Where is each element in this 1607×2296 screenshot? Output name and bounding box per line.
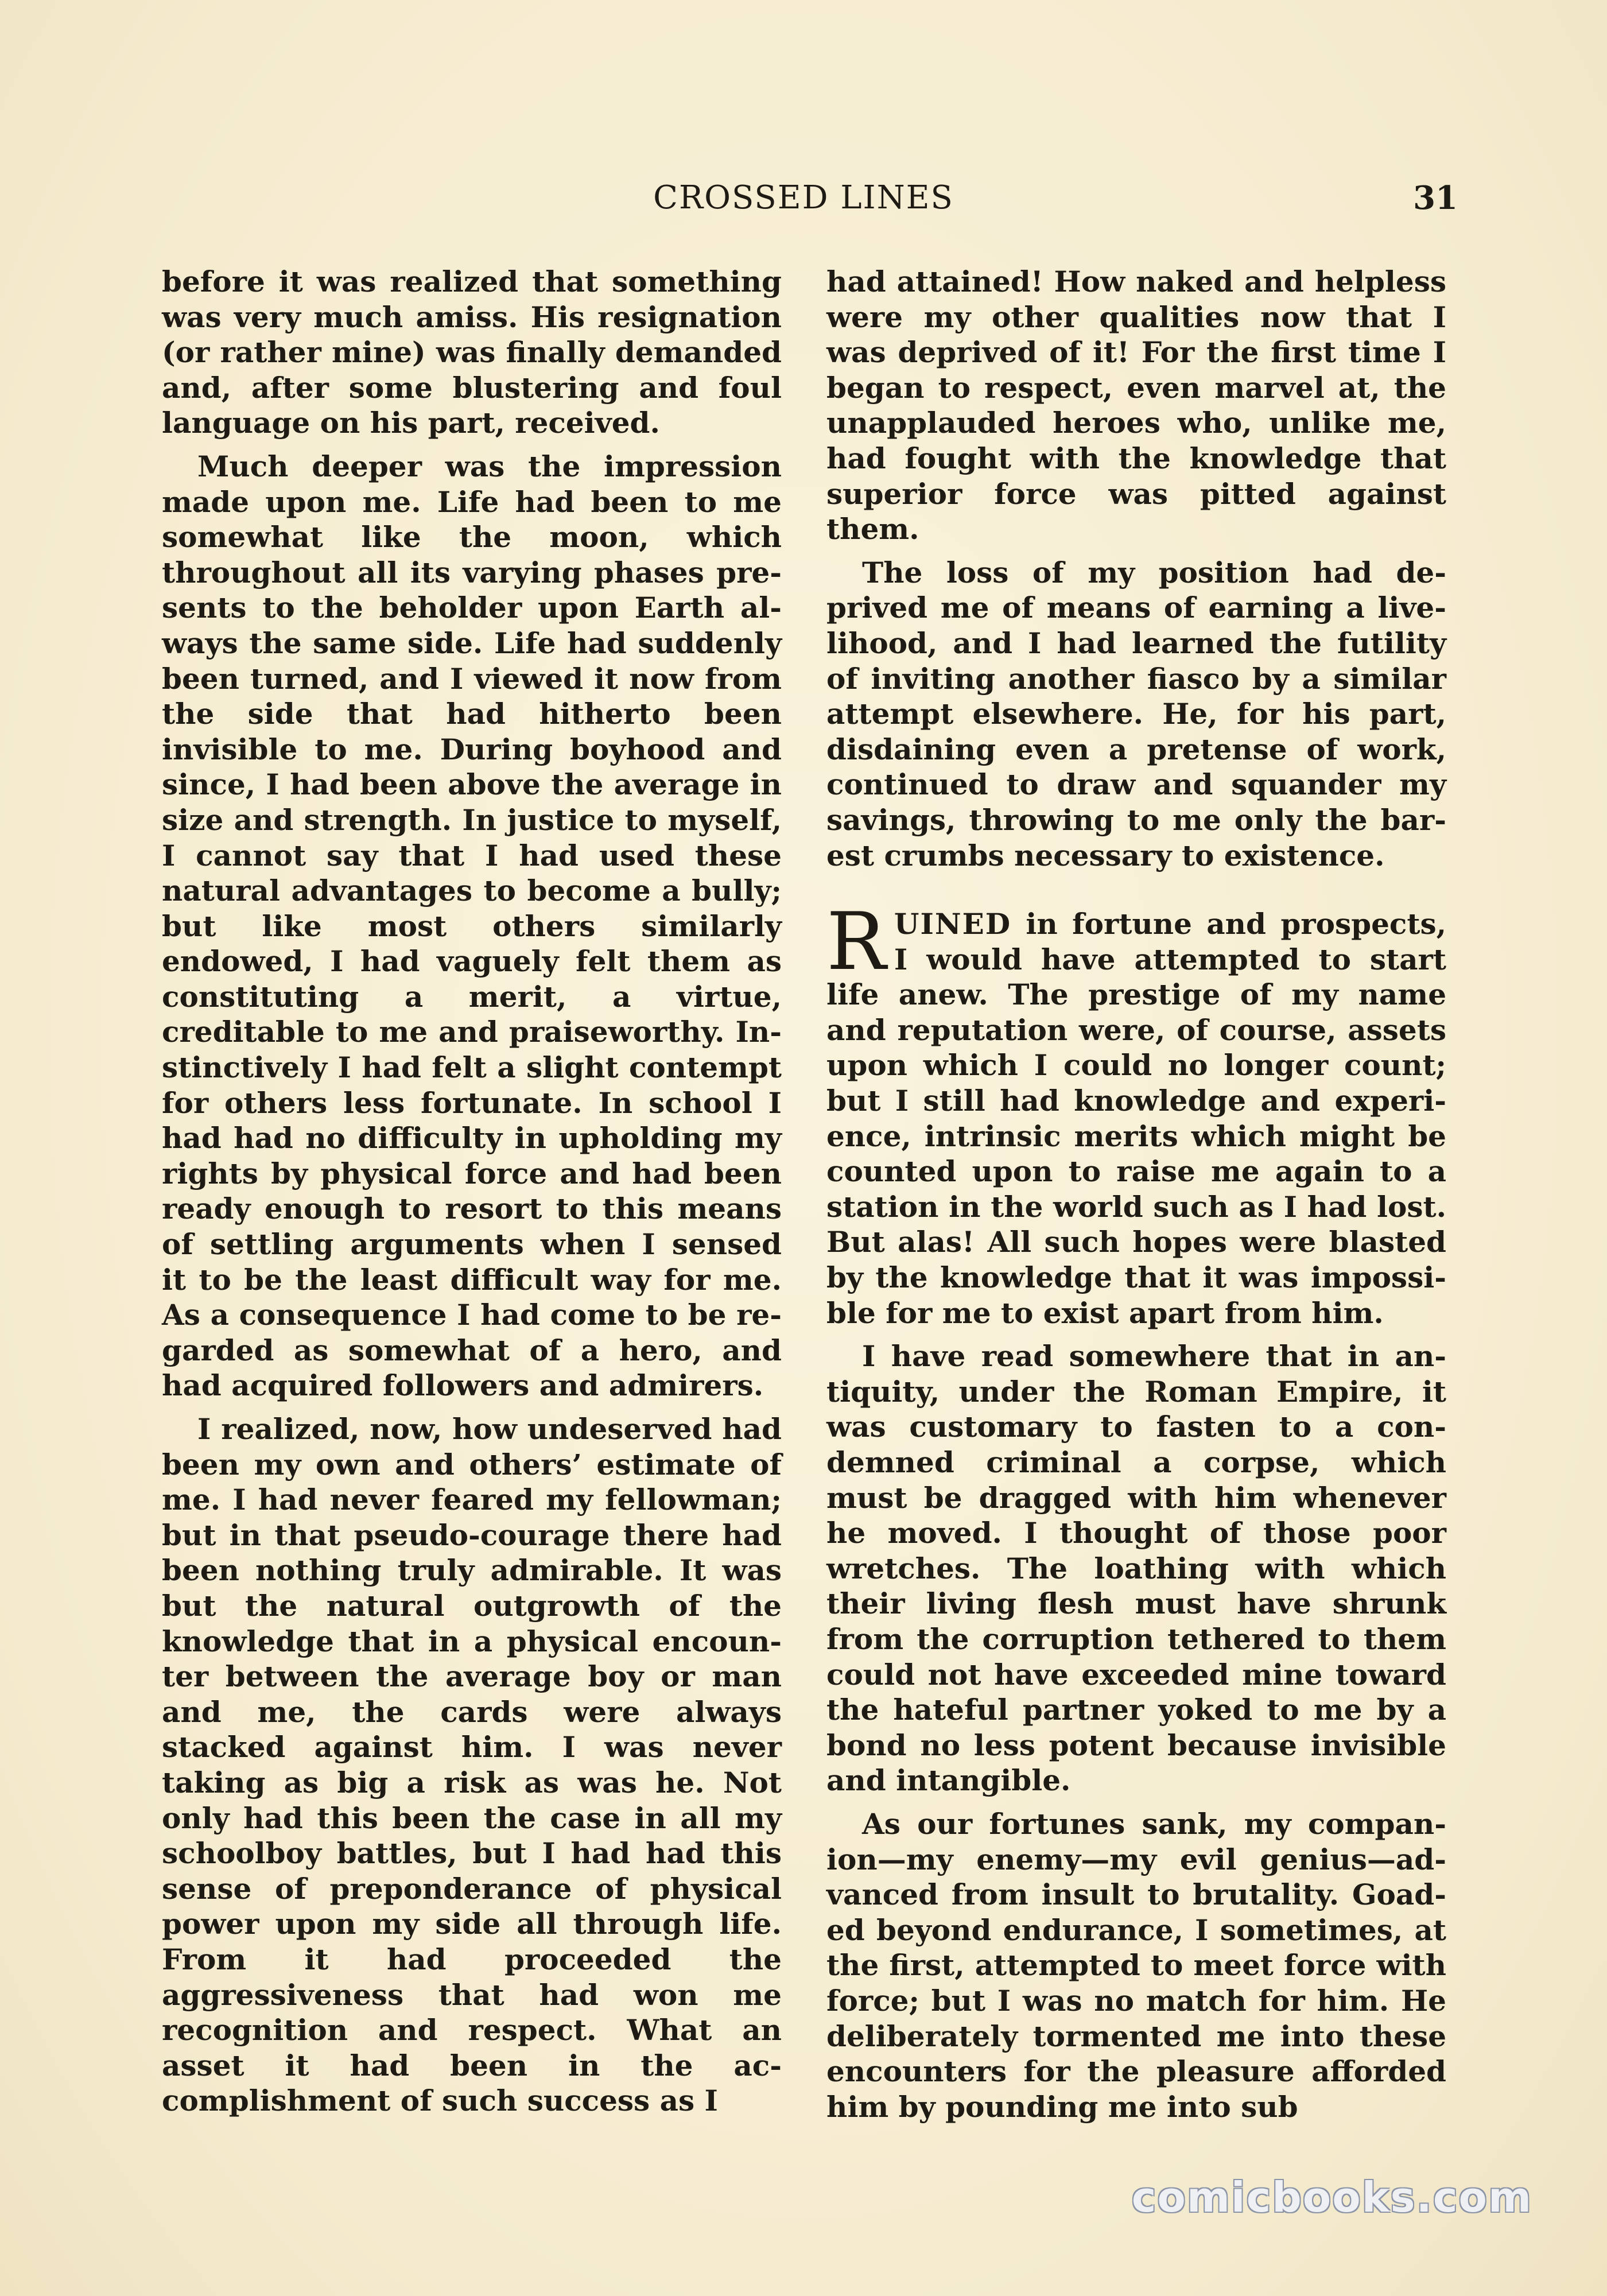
paragraph: Much deeper was the impression made upon me. Life had been to me somewhat like the moon, which throughout all its varying phases presents to the beholder upon Earth always the same side. Life had suddenly been turned, and I viewed it now from the side that had hitherto been invisible to me. During boyhood and since, I had been above the average in size and strength. In justice to myself, I cannot say that I had used these natural advantages to become a bully; but like most others similarly endowed, I had vaguely felt them as constituting a merit, a virtue, creditable to me and praiseworthy. Instinctively I had felt a slight contempt for others less fortunate. In school I had had no difficulty in upholding my rights by physical force and had been ready enough to resort to this means of settling arguments when I sensed it to be the least difficult way for me. As a consequence I had come to be regarded as somewhat of a hero, and had acquired followers and admirers. [162,449,782,1403]
running-title: CROSSED LINES [653,179,954,216]
watermark-logo: comicbooks.com [1131,2173,1532,2221]
dropcap-smallcaps: UINED [894,907,1012,941]
page-header [161,179,1458,225]
paragraph: I have read somewhere that in antiquity, under the Roman Empire, it was customary to fasten to a condemned criminal a corpse, which must be dragged with him whenever he moved. I thought of those poor wretches. The loathing with which their living flesh must have shrunk from the corruption tethered to them could not have exceeded mine toward the hateful partner yoked to me by a bond no less potent because invisible and intangible. [826,1339,1446,1798]
paragraph: I realized, now, how undeserved had been my own and others’ estimate of me. I had never feared my fellowman; but in that pseudo-courage there had been nothing truly admirable. It was but the natural outgrowth of the knowledge that in a physical encounter between the average boy or man and me, the cards were always stacked against him. I was never taking as big a risk as was he. Not only had this been the case in all my schoolboy battles, but I had had this sense of preponderance of physical power upon my side all through life. From it had proceeded the aggressiveness that had won me recognition and respect. What an asset it had been in the accomplishment of such success as I [162,1412,782,2118]
paragraph: before it was realized that something was very much amiss. His resignation (or rather mine) was finally demanded and, after some blustering and foul language on his part, received. [162,265,782,440]
paragraph: The loss of my position had deprived me of means of earning a livelihood, and I had learned the futility of inviting another fiasco by a similar attempt elsewhere. He, for his part, disdaining even a pretense of work, continued to draw and squander my savings, throwing to me only the barest crumbs necessary to existence. [826,555,1446,872]
paragraph: As our fortunes sank, my companion—my enemy—my evil genius—advanced from insult to brutality. Goaded beyond endurance, I sometimes, at the first, attempted to meet force with force; but I was no match for him. He deliberately tormented me into these encounters for the pleasure afforded him by pounding me into sub [826,1806,1446,2124]
left-column [162,264,782,2127]
dropcap-paragraph-text: in fortune and prospects, I would have attempted to start life anew. The prestige of my name and reputation were, of course, assets upon which I could no longer count; but I still had knowledge and experience, intrinsic merits which might be counted upon to raise me again to a station in the world such as I had lost. But alas! All such hopes were blasted by the knowledge that it was impossible for me to exist apart from him. [826,907,1446,1330]
page-number: 31 [1413,179,1458,217]
right-column [826,264,1446,2132]
drop-cap: R [826,895,886,988]
dropcap-paragraph [826,895,1446,1331]
section-break [826,881,1446,906]
paragraph: had attained! How naked and helpless were my other qualities now that I was deprived of it! For the first time I began to respect, even marvel at, the unapplauded heroes who, unlike me, had fought with the knowledge that superior force was pitted against them. [826,265,1446,546]
